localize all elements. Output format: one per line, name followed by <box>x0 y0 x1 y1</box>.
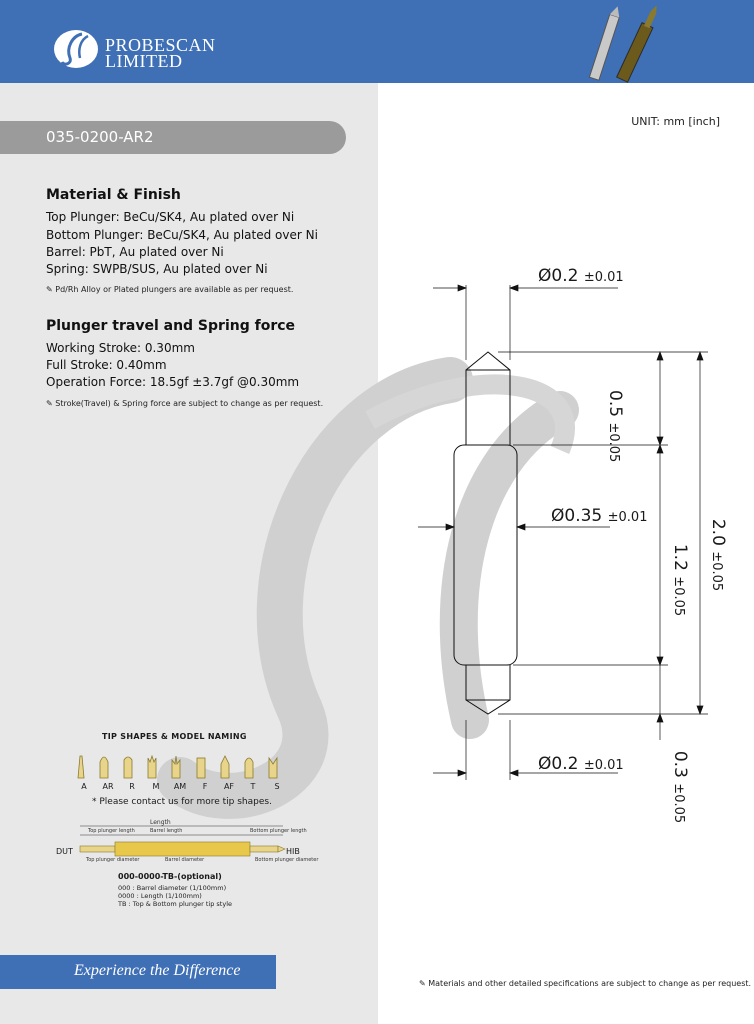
travel-title: Plunger travel and Spring force <box>46 318 296 334</box>
bottom-diameter-label: Ø0.2 ±0.01 <box>538 754 624 774</box>
tip-label: AF <box>223 782 235 791</box>
tip-label: AR <box>102 782 114 791</box>
tip-label: T <box>250 782 256 791</box>
length-label: Length <box>150 819 171 826</box>
bottom-plunger-diameter-label: Bottom plunger diameter <box>255 857 319 863</box>
brand-name: PROBESCAN LIMITED <box>105 35 216 71</box>
material-note: ✎ Pd/Rh Alloy or Plated plungers are available as per request. <box>46 285 294 294</box>
tips-title: TIP SHAPES & MODEL NAMING <box>102 732 247 741</box>
material-title: Material & Finish <box>46 187 181 203</box>
model-code-line: TB : Top & Bottom plunger tip style <box>118 900 232 908</box>
model-code-line: 000 : Barrel diameter (1/100mm) <box>118 884 227 892</box>
barrel-diameter-label: Barrel diameter <box>165 857 205 863</box>
travel-note: ✎ Stroke(Travel) & Spring force are subject to change as per request. <box>46 399 324 408</box>
top-plunger-length-label: Top plunger length <box>88 828 135 834</box>
material-line: Spring: SWPB/SUS, Au plated over Ni <box>46 262 268 276</box>
hib-label: HIB <box>286 847 300 856</box>
material-line: Top Plunger: BeCu/SK4, Au plated over Ni <box>46 210 295 224</box>
unit-label: UNIT: mm [inch] <box>631 115 720 128</box>
travel-line: Working Stroke: 0.30mm <box>46 341 195 355</box>
top-diameter-label: Ø0.2 ±0.01 <box>538 266 624 286</box>
material-line: Bottom Plunger: BeCu/SK4, Au plated over Ni <box>46 228 318 242</box>
footer-slogan: Experience the Difference <box>74 962 241 979</box>
dut-label: DUT <box>56 847 73 856</box>
total-length-label: 2.0 ±0.05 <box>708 518 728 592</box>
tips-contact: * Please contact us for more tip shapes. <box>92 797 272 807</box>
tip-label: AM <box>173 782 187 791</box>
tip-label: A <box>81 782 87 791</box>
probescan-logo-icon <box>52 28 100 70</box>
model-code: 000-0000-TB-(optional) <box>118 872 222 881</box>
part-number: 035-0200-AR2 <box>46 128 154 146</box>
travel-line: Operation Force: 18.5gf ±3.7gf @0.30mm <box>46 375 300 389</box>
barrel-length-label: 1.2 ±0.05 <box>670 543 690 617</box>
barrel-diameter-label: Ø0.35 ±0.01 <box>551 506 648 526</box>
bottom-plunger-length-label: Bottom plunger length <box>250 828 307 834</box>
travel-line: Full Stroke: 0.40mm <box>46 358 167 372</box>
probe-drawing <box>378 240 754 840</box>
bottom-length-label: 0.3 ±0.05 <box>670 750 690 824</box>
model-code-line: 0000 : Length (1/100mm) <box>118 892 202 900</box>
barrel-length-label: Barrel length <box>150 828 183 834</box>
tip-label: F <box>202 782 208 791</box>
tip-label: S <box>274 782 280 791</box>
tip-label: R <box>129 782 135 791</box>
top-plunger-diameter-label: Top plunger diameter <box>86 857 140 863</box>
material-line: Barrel: PbT, Au plated over Ni <box>46 245 224 259</box>
probe-pins-image <box>580 6 670 83</box>
tip-label: M <box>152 782 160 791</box>
bottom-note: ✎ Materials and other detailed specifications are subject to change as per request. <box>419 979 752 988</box>
top-length-label: 0.5 ±0.05 <box>605 390 625 463</box>
